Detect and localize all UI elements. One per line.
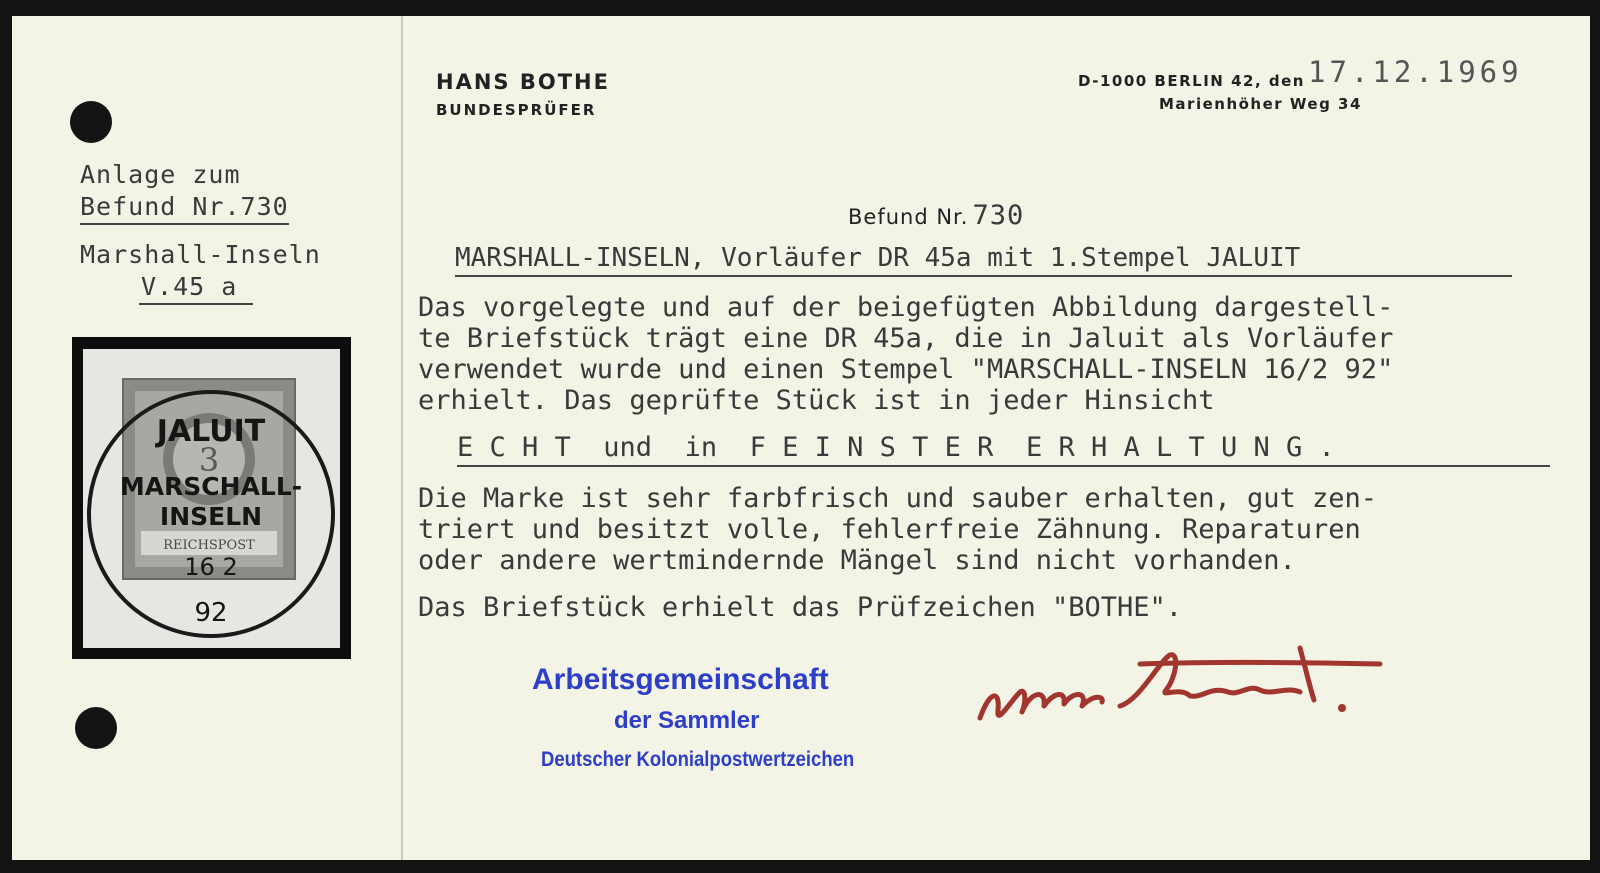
punch-hole-top bbox=[70, 101, 112, 143]
certificate-date: 17.12.1969 bbox=[1308, 55, 1523, 89]
society-stamp-line-1: Arbeitsgemeinschaft bbox=[532, 663, 829, 696]
stamp-reichspost-text: REICHSPOST bbox=[163, 538, 255, 553]
society-stamp-line-3: Deutscher Kolonialpostwertzeichen bbox=[541, 748, 855, 771]
verdict-line: E C H T und in F E I N S T E R E R H A L T U N G . bbox=[457, 432, 1550, 467]
closing-line: Das Briefstück erhielt das Prüfzeichen "BOTHE". bbox=[418, 592, 1183, 623]
fold-line bbox=[401, 16, 403, 860]
paragraph1-line-2: te Briefstück trägt eine DR 45a, die in Jaluit als Vorläufer bbox=[418, 323, 1394, 354]
paragraph1-line-4: erhielt. Das geprüfte Stück ist in jeder Hinsicht bbox=[418, 385, 1215, 416]
befund-title bbox=[848, 200, 1024, 231]
anlage-line-1: Anlage zum bbox=[80, 160, 241, 189]
postmark-line-1: MARSCHALL- bbox=[119, 472, 303, 501]
postmark-line-2: INSELN bbox=[159, 502, 263, 531]
paragraph2-line-2: triert und besitzt volle, fehlerfreie Zähnung. Reparaturen bbox=[418, 514, 1361, 545]
address-line-2: Marienhöher Weg 34 bbox=[1159, 95, 1362, 113]
examiner-title: BUNDESPRÜFER bbox=[436, 101, 597, 119]
paragraph2-line-1: Die Marke ist sehr farbfrisch und sauber erhalten, gut zen- bbox=[418, 483, 1378, 514]
stamp-value-text: 3 bbox=[198, 441, 220, 479]
stamp-illustration bbox=[83, 349, 340, 648]
paragraph2-line-3: oder andere wertmindernde Mängel sind nicht vorhanden. bbox=[418, 545, 1296, 576]
paragraph1-line-3: verwendet wurde und einen Stempel "MARSCHALL-INSELN 16/2 92" bbox=[418, 354, 1394, 385]
catalog-label: V.45 a bbox=[139, 272, 253, 305]
punch-hole-bottom bbox=[75, 707, 117, 749]
befund-number: 730 bbox=[972, 200, 1025, 231]
examiner-signature bbox=[970, 640, 1410, 750]
postmark-year: 92 bbox=[194, 598, 228, 628]
territory-label: Marshall-Inseln bbox=[80, 240, 321, 269]
examiner-name: HANS BOTHE bbox=[436, 70, 610, 94]
certificate-subject: MARSHALL-INSELN, Vorläufer DR 45a mit 1.Stempel JALUIT bbox=[455, 243, 1512, 277]
postmark-city: JALUIT bbox=[156, 414, 266, 449]
address-line-1: D-1000 BERLIN 42, den bbox=[1078, 72, 1305, 90]
anlage-line-2: Befund Nr.730 bbox=[80, 192, 289, 225]
postmark-date: 16 2 bbox=[184, 553, 238, 581]
befund-label: Befund Nr. bbox=[848, 205, 969, 229]
society-stamp-line-2: der Sammler bbox=[614, 707, 760, 734]
paragraph1-line-1: Das vorgelegte und auf der beigefügten Abbildung dargestell- bbox=[418, 292, 1394, 323]
